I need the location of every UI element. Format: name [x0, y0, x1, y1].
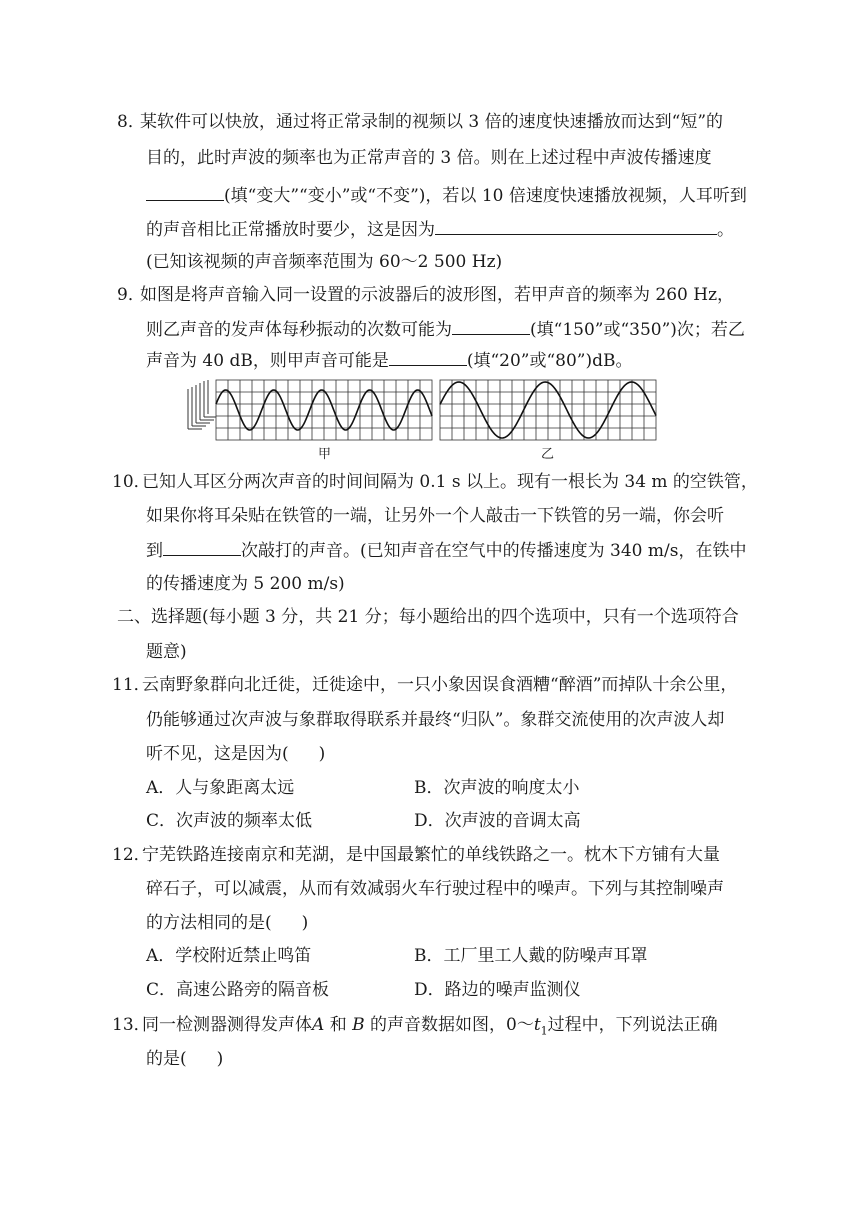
q11-line2: 仍能够通过次声波与象群取得联系并最终“归队”。象群交流使用的次声波人却	[146, 710, 725, 730]
section2-heading-cont: 题意)	[146, 642, 187, 662]
q9-line2-a: 则乙声音的发声体每秒振动的次数可能为	[146, 320, 452, 340]
q8-line2: 目的，此时声波的频率也为正常声音的 3 倍。则在上述过程中声波传播速度	[146, 148, 712, 168]
q13-number: 13．	[112, 1015, 151, 1035]
q10-number: 10．	[112, 472, 151, 492]
q8-line5: (已知该视频的声音频率范围为 60～2 500 Hz)	[146, 252, 503, 272]
q8-line4-end: 。	[717, 220, 734, 240]
q8-line3	[146, 182, 747, 208]
q8-number: 8．	[117, 112, 145, 132]
q9-line3	[146, 347, 633, 373]
q9-line3-b: (填“20”或“80”)dB。	[466, 351, 633, 371]
variable-b: B	[352, 1015, 365, 1035]
q11-line3	[146, 742, 325, 766]
variable-a: A	[312, 1015, 325, 1035]
q13-line1	[142, 1013, 718, 1043]
q10-line3-a: 到	[146, 541, 163, 561]
answer-blank[interactable]	[146, 182, 224, 201]
q13-text-d: 过程中，下列说法正确	[547, 1015, 718, 1035]
q11-option-c[interactable]: C．次声波的频率太低	[146, 811, 313, 831]
q11-line3-end: )	[318, 744, 326, 764]
q12-line2: 碎石子，可以减震，从而有效减弱火车行驶过程中的噪声。下列与其控制噪声	[146, 879, 724, 899]
q12-option-d[interactable]: D．路边的噪声监测仪	[414, 980, 581, 1000]
answer-blank-long[interactable]	[435, 216, 717, 235]
q11-line1: 云南野象群向北迁徙，迁徙途中，一只小象因误食酒糟“醉酒”而掉队十余公里，	[142, 675, 738, 695]
answer-blank[interactable]	[452, 316, 530, 335]
q10-line3-b: 次敲打的声音。(已知声音在空气中的传播速度为 340 m/s，在铁中	[241, 541, 747, 561]
q10-line2: 如果你将耳朵贴在铁管的一端，让另外一个人敲击一下铁管的另一端，你会听	[146, 506, 724, 526]
q11-option-b[interactable]: B．次声波的响度太小	[414, 778, 580, 798]
q12-option-b[interactable]: B．工厂里工人戴的防噪声耳罩	[414, 946, 648, 966]
q13-text-c: 的声音数据如图，0～	[370, 1015, 534, 1035]
q13-text-a: 同一检测器测得发声体	[142, 1015, 312, 1035]
figure-label-a: 甲	[318, 447, 332, 462]
q10-line3	[146, 537, 746, 563]
waveform-svg	[186, 379, 662, 463]
q9-number: 9．	[117, 285, 145, 305]
q8-line4	[146, 216, 734, 242]
q12-line3	[146, 911, 308, 935]
q8-line3-text: (填“变大”“变小”或“不变”)，若以 10 倍速度快速播放视频，人耳听到	[224, 186, 747, 206]
q9-line3-a: 声音为 40 dB，则甲声音可能是	[146, 351, 389, 371]
q11-line3-text: 听不见，这是因为(	[146, 744, 289, 764]
answer-blank[interactable]	[389, 347, 467, 366]
q8-line4-text: 的声音相比正常播放时要少，这是因为	[146, 220, 435, 240]
q12-line1: 宁芜铁路连接南京和芜湖，是中国最繁忙的单线铁路之一。枕木下方铺有大量	[142, 845, 720, 865]
q13-line2-text: 的是(	[146, 1049, 187, 1069]
q12-line3-text: 的方法相同的是(	[146, 913, 272, 933]
stack-edges	[188, 380, 216, 429]
q10-line1: 已知人耳区分两次声音的时间间隔为 0.1 s 以上。现有一根长为 34 m 的空铁管，	[142, 472, 758, 492]
answer-blank[interactable]	[163, 537, 241, 556]
q11-option-a[interactable]: A．人与象距离太远	[146, 778, 295, 798]
q12-option-a[interactable]: A．学校附近禁止鸣笛	[146, 946, 312, 966]
q11-option-d[interactable]: D．次声波的音调太高	[414, 811, 581, 831]
q9-line2	[146, 316, 745, 342]
q11-number: 11．	[112, 675, 151, 695]
oscilloscope-figure	[186, 379, 662, 467]
q10-line4: 的传播速度为 5 200 m/s)	[146, 574, 345, 594]
q12-option-c[interactable]: C．高速公路旁的隔音板	[146, 980, 330, 1000]
q12-line3-end: )	[301, 913, 309, 933]
q9-line1: 如图是将声音输入同一设置的示波器后的波形图，若甲声音的频率为 260 Hz，	[140, 285, 735, 305]
q9-line2-b: (填“150”或“350”)次；若乙	[530, 320, 745, 340]
section2-heading: 二、选择题(每小题 3 分，共 21 分；每小题给出的四个选项中，只有一个选项符合	[117, 607, 739, 627]
grid-a	[216, 380, 432, 440]
q8-line1: 某软件可以快放，通过将正常录制的视频以 3 倍的速度快速播放而达到“短”的	[140, 112, 724, 132]
variable-t-subscript: 1	[540, 1024, 548, 1038]
q13-line2	[146, 1047, 223, 1071]
variable-t: t	[533, 1015, 541, 1035]
figure-label-b: 乙	[541, 447, 555, 462]
q13-text-b: 和	[329, 1015, 347, 1035]
grid-b	[440, 380, 656, 440]
q12-number: 12．	[112, 845, 151, 865]
q13-line2-end: )	[216, 1049, 224, 1069]
